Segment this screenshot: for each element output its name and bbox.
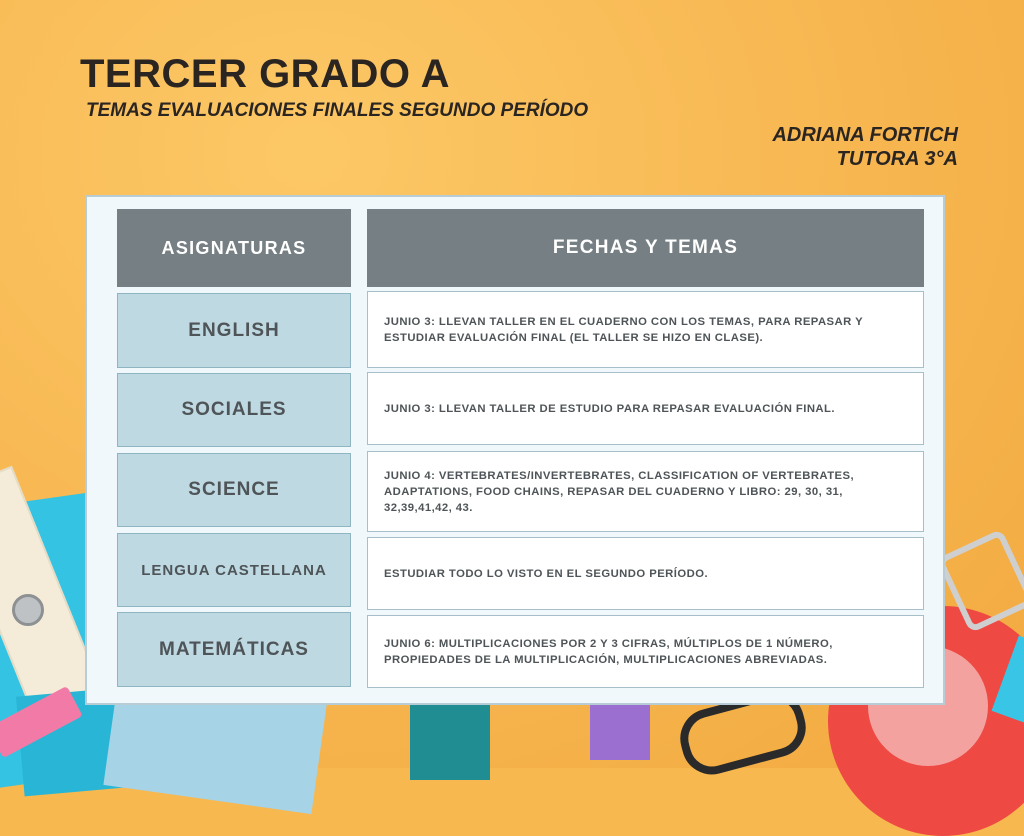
topics-matematicas: JUNIO 6: MULTIPLICACIONES POR 2 Y 3 CIFRAS, MÚLTIPLOS DE 1 NÚMERO, PROPIEDADES DE LA MULTIPLICACIÓN, MULTIPLICACIONES ABREVIADAS.	[367, 615, 924, 688]
pushpin-icon	[12, 594, 44, 626]
author-block	[772, 123, 958, 171]
topics-english: JUNIO 3: LLEVAN TALLER EN EL CUADERNO CON LOS TEMAS, PARA REPASAR Y ESTUDIAR EVALUACIÓN FINAL (EL TALLER SE HIZO EN CLASE).	[367, 291, 924, 368]
header-subjects: ASIGNATURAS	[117, 209, 351, 287]
purple-note-decoration	[590, 700, 650, 760]
page-title: TERCER GRADO A	[80, 52, 450, 96]
page-subtitle: TEMAS EVALUACIONES FINALES SEGUNDO PERÍODO	[86, 100, 589, 121]
topics-lengua-castellana: ESTUDIAR TODO LO VISTO EN EL SEGUNDO PERÍODO.	[367, 537, 924, 610]
author-role: TUTORA 3°A	[836, 148, 958, 170]
header-topics: FECHAS Y TEMAS	[367, 209, 924, 287]
subject-sociales: SOCIALES	[117, 373, 351, 447]
subject-english: ENGLISH	[117, 293, 351, 368]
exam-topics-table	[85, 195, 945, 705]
subject-matematicas: MATEMÁTICAS	[117, 612, 351, 687]
topics-science: JUNIO 4: VERTEBRATES/INVERTEBRATES, CLASSIFICATION OF VERTEBRATES, ADAPTATIONS, FOOD CHAINS, REPASAR DEL CUADERNO Y LIBRO: 29, 30, 31, 32,39,41,42, 43.	[367, 451, 924, 532]
author-name: ADRIANA FORTICH	[772, 124, 958, 146]
topics-sociales: JUNIO 3: LLEVAN TALLER DE ESTUDIO PARA REPASAR EVALUACIÓN FINAL.	[367, 372, 924, 445]
subject-lengua-castellana: LENGUA CASTELLANA	[117, 533, 351, 607]
subject-science: SCIENCE	[117, 453, 351, 527]
